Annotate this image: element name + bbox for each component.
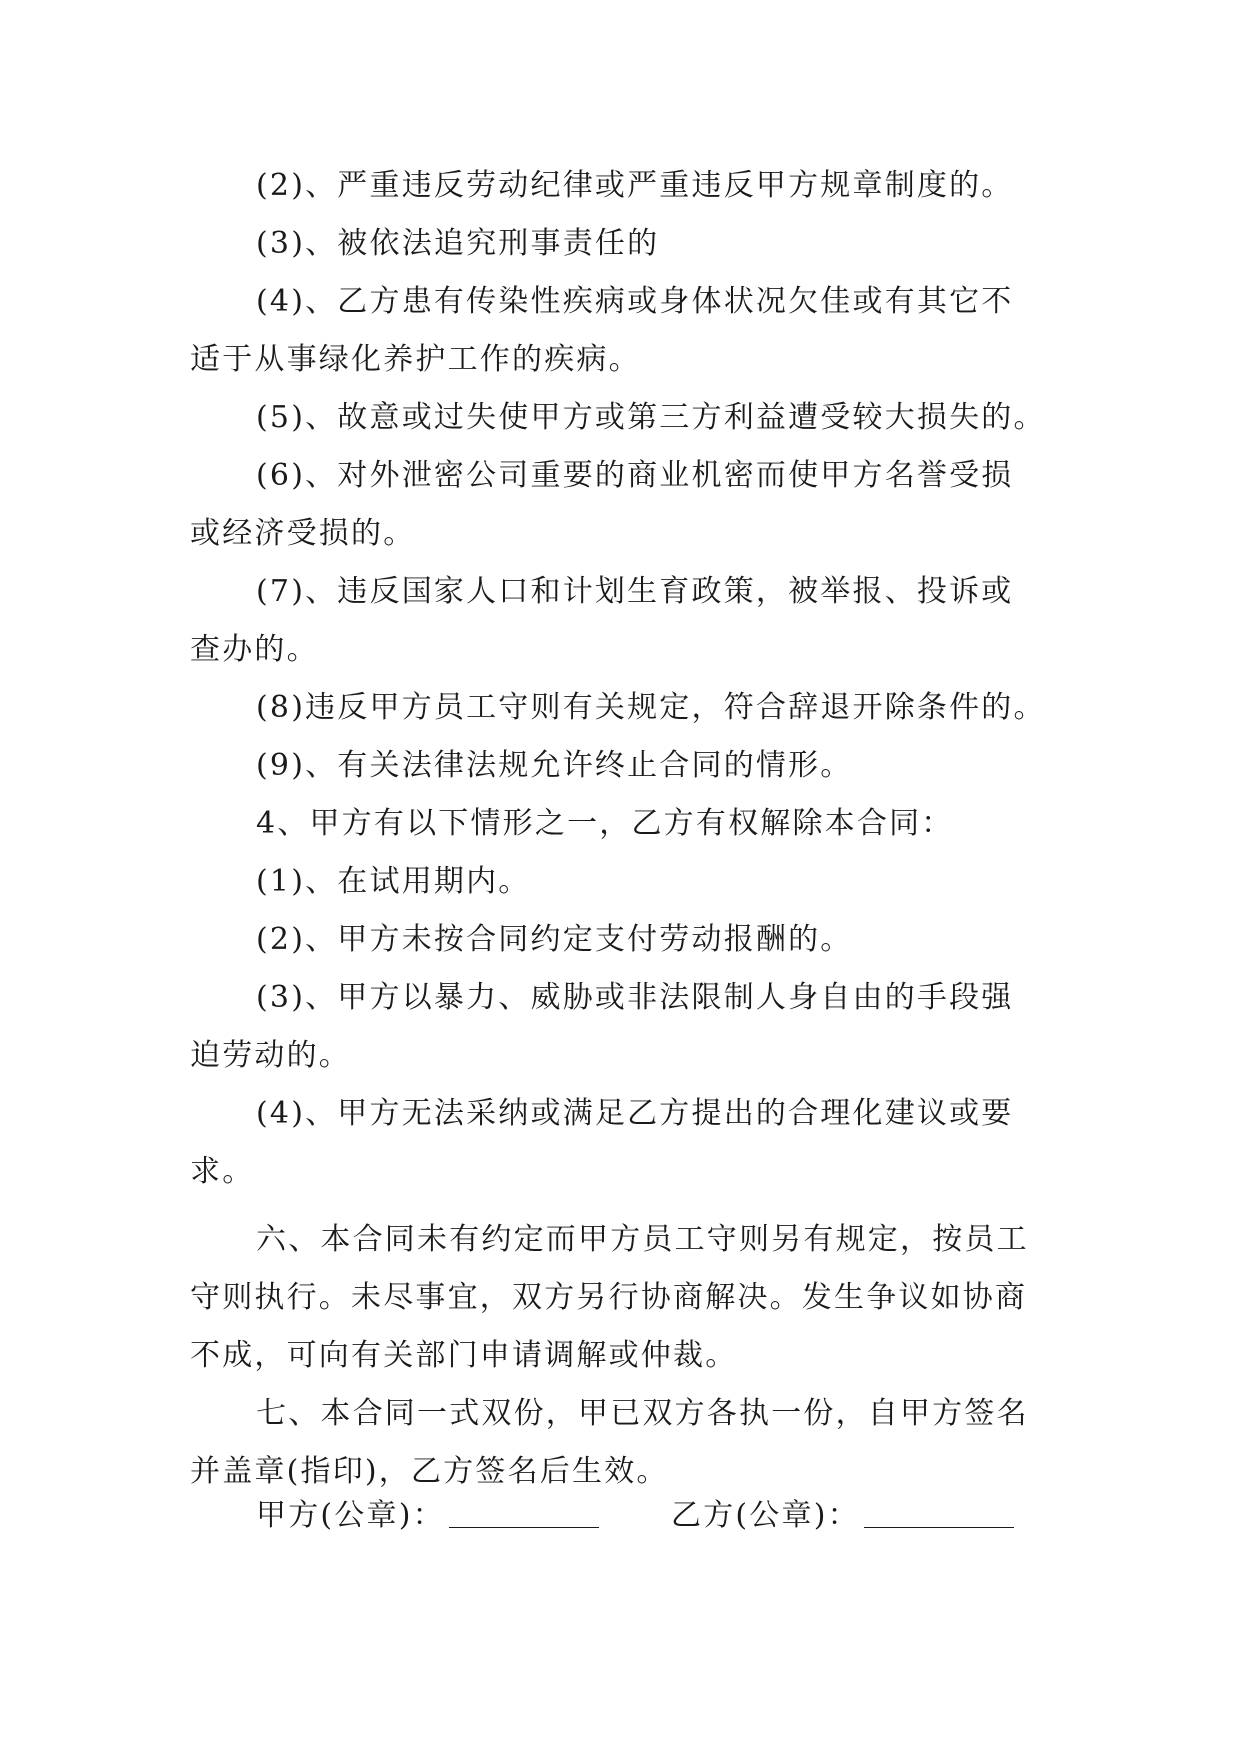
section-seven-line2: 并盖章(指印)，乙方签名后生效。: [190, 1454, 669, 1489]
section-4-item-3-line2: 迫劳动的。: [190, 1038, 351, 1073]
clause-4-disease-line1: (4)、乙方患有传染性疾病或身体状况欠佳或有其它不: [256, 284, 1014, 319]
party-a-signature-blank: [449, 1496, 599, 1528]
section-six-line3: 不成，可向有关部门申请调解或仲裁。: [190, 1338, 738, 1373]
section-4-item-4-line2: 求。: [190, 1154, 255, 1189]
clause-5-losses: (5)、故意或过失使甲方或第三方利益遭受较大损失的。: [256, 400, 1046, 435]
section-4-item-3-line1: (3)、甲方以暴力、威胁或非法限制人身自由的手段强: [256, 980, 1014, 1015]
section-4-heading: 4、甲方有以下情形之一，乙方有权解除本合同：: [256, 806, 954, 841]
clause-4-disease-line2: 适于从事绿化养护工作的疾病。: [190, 342, 641, 377]
section-4-item-2: (2)、甲方未按合同约定支付劳动报酬的。: [256, 922, 853, 957]
signature-row: [256, 1496, 1036, 1536]
clause-8-employee-rules: (8)违反甲方员工守则有关规定，符合辞退开除条件的。: [256, 690, 1046, 725]
party-b-signature: [671, 1496, 1014, 1536]
clause-6-secrets-line2: 或经济受损的。: [190, 516, 416, 551]
section-seven-line1: 七、本合同一式双份，甲已双方各执一份，自甲方签名: [256, 1396, 1029, 1431]
clause-2-dismissal-discipline: (2)、严重违反劳动纪律或严重违反甲方规章制度的。: [256, 168, 1014, 203]
section-4-item-4-line1: (4)、甲方无法采纳或满足乙方提出的合理化建议或要: [256, 1096, 1014, 1131]
party-a-signature: [256, 1496, 599, 1536]
clause-7-policy-line2: 查办的。: [190, 632, 319, 667]
clause-6-secrets-line1: (6)、对外泄密公司重要的商业机密而使甲方名誉受损: [256, 458, 1014, 493]
section-4-item-1: (1)、在试用期内。: [256, 864, 531, 899]
section-six-line1: 六、本合同未有约定而甲方员工守则另有规定，按员工: [256, 1222, 1029, 1257]
clause-7-policy-line1: (7)、违反国家人口和计划生育政策，被举报、投诉或: [256, 574, 1014, 609]
party-b-signature-blank: [864, 1496, 1014, 1528]
section-six-line2: 守则执行。未尽事宜，双方另行协商解决。发生争议如协商: [190, 1280, 1028, 1315]
clause-9-legal-termination: (9)、有关法律法规允许终止合同的情形。: [256, 748, 853, 783]
clause-3-criminal-liability: (3)、被依法追究刑事责任的: [256, 226, 660, 261]
party-b-seal-label: 乙方(公章)：: [671, 1498, 860, 1533]
party-a-seal-label: 甲方(公章)：: [256, 1498, 445, 1533]
